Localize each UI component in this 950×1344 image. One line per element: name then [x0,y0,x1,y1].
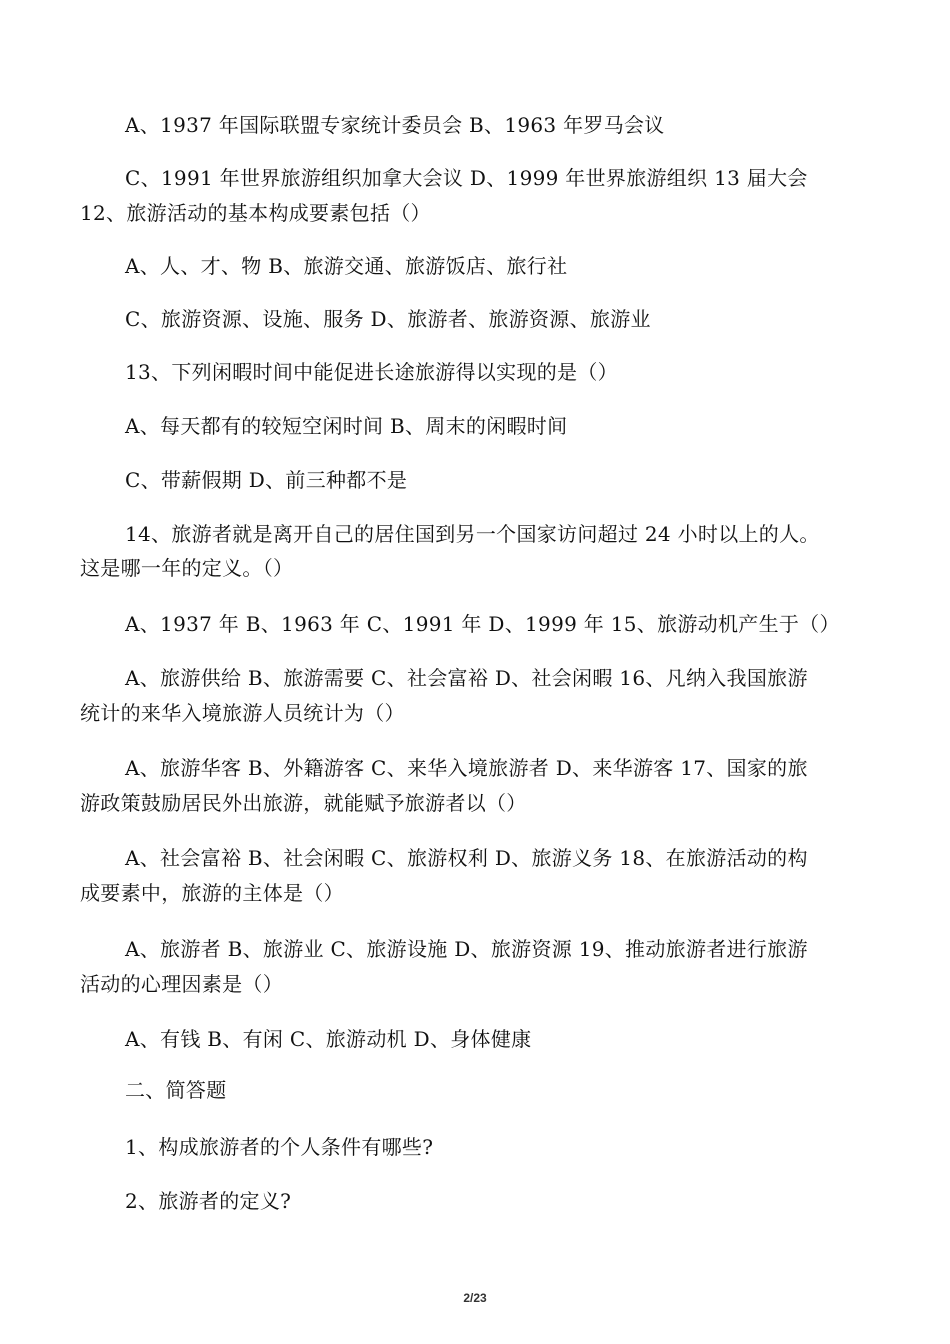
option-line-15-question-16: A、旅游供给 B、旅游需要 C、社会富裕 D、社会闲暇 16、凡纳入我国旅游 [125,666,808,690]
question-17-continued: 游政策鼓励居民外出旅游，就能赋予旅游者以（） [80,791,527,815]
option-line-11-ab: A、1937 年国际联盟专家统计委员会 B、1963 年罗马会议 [125,113,665,137]
option-line-12-ab: A、人、才、物 B、旅游交通、旅游饭店、旅行社 [125,254,568,278]
section-heading-short-answer: 二、简答题 [125,1078,227,1102]
short-answer-question-1: 1、构成旅游者的个人条件有哪些? [125,1135,434,1159]
question-14: 14、旅游者就是离开自己的居住国到另一个国家访问超过 24 小时以上的人。 [125,522,820,546]
option-line-12-cd: C、旅游资源、设施、服务 D、旅游者、旅游资源、旅游业 [125,307,651,331]
option-line-19: A、有钱 B、有闲 C、旅游动机 D、身体健康 [125,1027,532,1051]
question-18-continued: 成要素中，旅游的主体是（） [80,881,344,905]
option-line-13-ab: A、每天都有的较短空闲时间 B、周末的闲暇时间 [125,414,568,438]
option-line-13-cd: C、带薪假期 D、前三种都不是 [125,468,408,492]
option-line-14-question-15: A、1937 年 B、1963 年 C、1991 年 D、1999 年 15、旅游动机产生于（） [125,612,840,636]
question-14-continued: 这是哪一年的定义。（） [80,556,294,580]
question-16-continued: 统计的来华入境旅游人员统计为（） [80,701,405,725]
option-line-16-question-17: A、旅游华客 B、外籍游客 C、来华入境旅游者 D、来华游客 17、国家的旅 [125,756,808,780]
question-13: 13、下列闲暇时间中能促进长途旅游得以实现的是（） [125,360,618,384]
question-12: 12、旅游活动的基本构成要素包括（） [80,201,431,225]
option-line-11-cd: C、1991 年世界旅游组织加拿大会议 D、1999 年世界旅游组织 13 届大会 [125,166,808,190]
option-line-18-question-19: A、旅游者 B、旅游业 C、旅游设施 D、旅游资源 19、推动旅游者进行旅游 [125,937,808,961]
page-number: 2/23 [463,1291,487,1305]
question-19-continued: 活动的心理因素是（） [80,972,283,996]
option-line-17-question-18: A、社会富裕 B、社会闲暇 C、旅游权利 D、旅游义务 18、在旅游活动的构 [125,846,808,870]
short-answer-question-2: 2、旅游者的定义? [125,1189,292,1213]
